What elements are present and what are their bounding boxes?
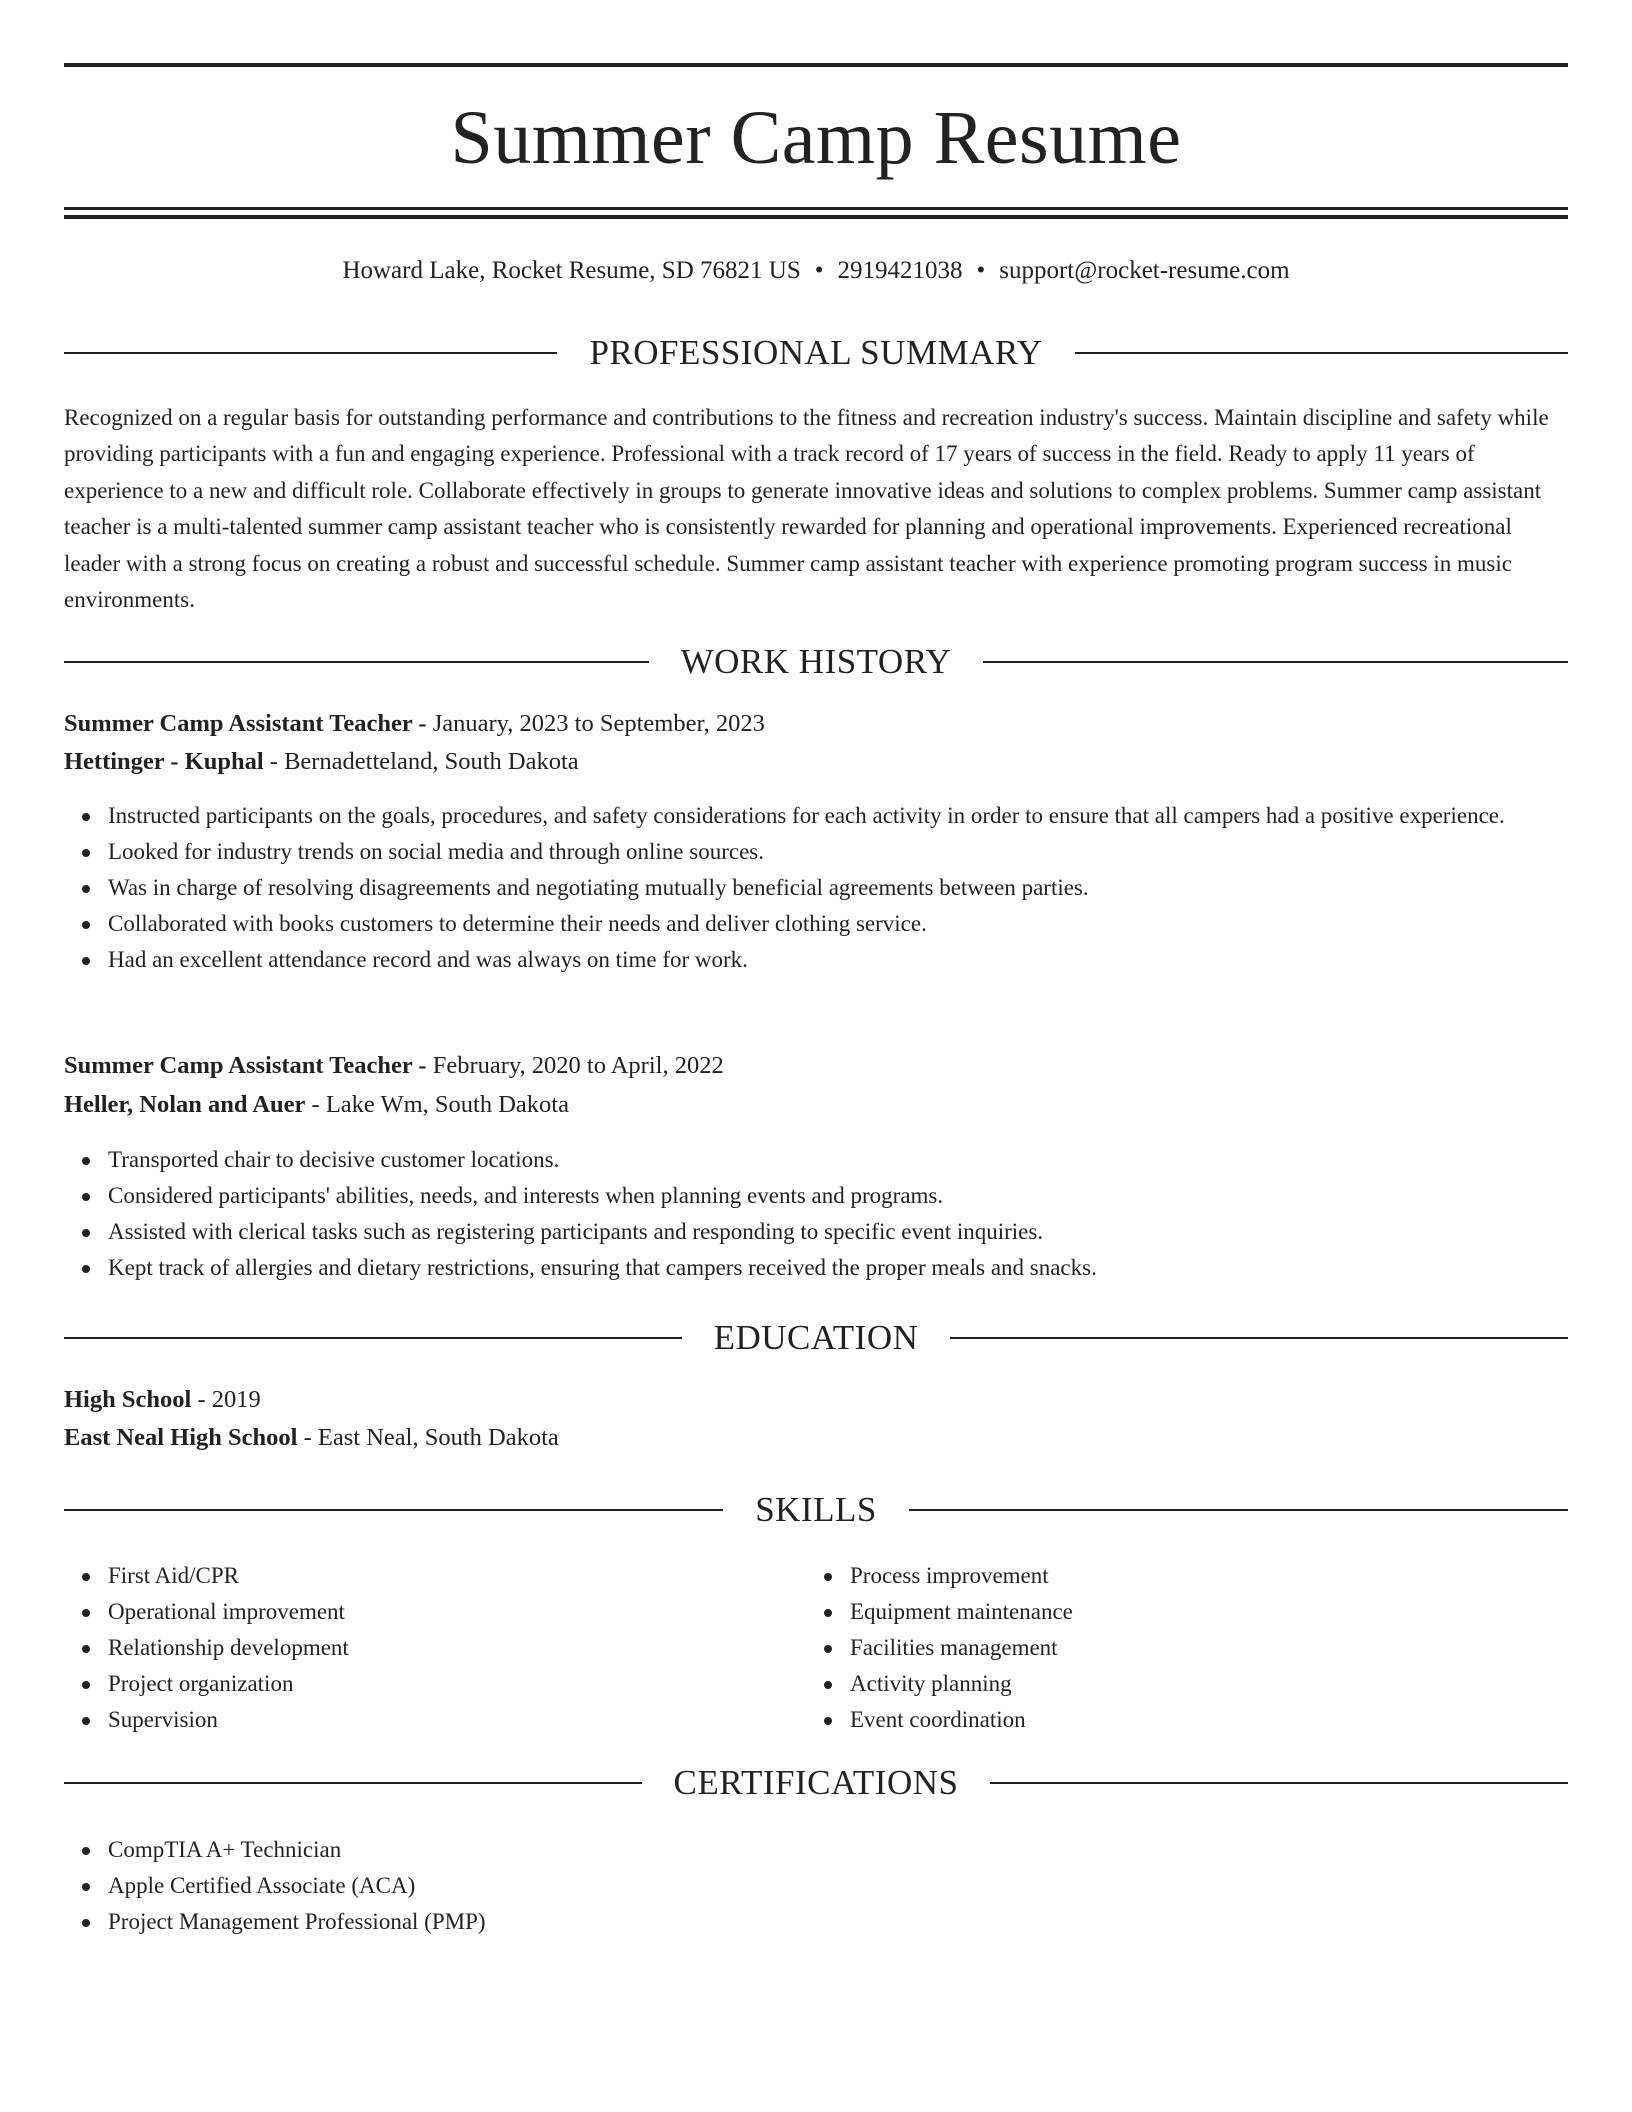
section-header-work — [64, 642, 1568, 682]
contact-address: Howard Lake, Rocket Resume, SD 76821 US — [342, 257, 801, 284]
list-item: Process improvement — [806, 1558, 1632, 1594]
list-item: Transported chair to decisive customer locations. — [64, 1142, 1568, 1178]
job-1-bullets — [64, 798, 1568, 978]
education-school: East Neal High School — [64, 1424, 298, 1451]
job-2-dates: February, 2020 to April, 2022 — [432, 1052, 724, 1079]
education-school-line — [64, 1420, 1568, 1456]
list-item: Project organization — [64, 1666, 1568, 1702]
job-1-company: Hettinger - Kuphal — [64, 748, 264, 775]
job-1-title-line — [64, 706, 1568, 742]
list-item: Collaborated with books customers to determine their needs and deliver clothing service. — [64, 906, 1568, 942]
section-rule — [983, 661, 1568, 663]
resume-title: Summer Camp Resume — [450, 96, 1182, 180]
job-1-company-line — [64, 744, 1568, 780]
list-item: Assisted with clerical tasks such as registering participants and responding to specific event inquiries. — [64, 1214, 1568, 1250]
list-item: Activity planning — [806, 1666, 1632, 1702]
education-degree-line — [64, 1382, 1568, 1418]
section-rule — [64, 1782, 642, 1784]
education-degree: High School — [64, 1386, 192, 1413]
contact-separator: • — [814, 257, 824, 284]
list-item: Event coordination — [806, 1702, 1632, 1738]
dash: - — [305, 1091, 326, 1118]
list-item: First Aid/CPR — [64, 1558, 1568, 1594]
list-item: Considered participants' abilities, needs, and interests when planning events and programs. — [64, 1178, 1568, 1214]
job-2-company: Heller, Nolan and Auer — [64, 1091, 306, 1118]
section-rule — [64, 661, 649, 663]
job-2-title-line — [64, 1048, 1568, 1084]
list-item: Operational improvement — [64, 1594, 1568, 1630]
contact-separator: • — [976, 257, 986, 284]
skills-list-right — [806, 1558, 1632, 1738]
section-title-education: EDUCATION — [713, 1318, 919, 1357]
dash: - — [191, 1386, 212, 1413]
title-double-rule-upper — [64, 207, 1568, 210]
top-rule — [64, 63, 1568, 67]
list-item: Relationship development — [64, 1630, 1568, 1666]
section-title-certifications: CERTIFICATIONS — [673, 1763, 959, 1802]
certifications-list — [64, 1832, 1568, 1940]
section-rule — [909, 1509, 1568, 1511]
section-title-skills: SKILLS — [755, 1490, 877, 1529]
section-title-work: WORK HISTORY — [680, 642, 952, 681]
contact-phone: 2919421038 — [837, 257, 963, 284]
education-year: 2019 — [211, 1386, 261, 1413]
section-rule — [990, 1782, 1568, 1784]
list-item: Had an excellent attendance record and was always on time for work. — [64, 942, 1568, 978]
section-header-certifications — [64, 1763, 1568, 1803]
section-rule — [1075, 352, 1568, 354]
list-item: Supervision — [64, 1702, 1568, 1738]
list-item: Looked for industry trends on social media and through online sources. — [64, 834, 1568, 870]
job-1-dates: January, 2023 to September, 2023 — [432, 710, 765, 737]
contact-line — [64, 254, 1568, 288]
dash: - — [297, 1424, 318, 1451]
job-1-location: Bernadetteland, South Dakota — [284, 748, 579, 775]
section-header-skills — [64, 1490, 1568, 1530]
section-header-education — [64, 1318, 1568, 1358]
job-2-bullets — [64, 1142, 1568, 1286]
title-double-rule-lower — [64, 215, 1568, 219]
job-2-company-line — [64, 1087, 1568, 1123]
list-item: Instructed participants on the goals, procedures, and safety considerations for each activity in order to ensure that all campers had a positive experience. — [64, 798, 1568, 834]
section-rule — [64, 1509, 723, 1511]
education-location: East Neal, South Dakota — [317, 1424, 559, 1451]
section-rule — [950, 1337, 1568, 1339]
job-2-location: Lake Wm, South Dakota — [325, 1091, 569, 1118]
dash: - — [263, 748, 285, 775]
summary-text: Recognized on a regular basis for outstanding performance and contributions to the fitness and recreation industry's success. Maintain discipline and safety while providing participants with a fun and engaging experience. Professional with a track record of 17 years of success in the field. Ready to apply 11 years of experience to a new and difficult role. Collaborate effectively in groups to generate innovative ideas and solutions to complex problems. Summer camp assistant teacher is a multi-talented summer camp assistant teacher who is consistently rewarded for planning and operational improvements. Experienced recreational leader with a strong focus on creating a robust and successful schedule. Summer camp assistant teacher with experience promoting program success in music environments. — [64, 405, 1549, 613]
list-item: Was in charge of resolving disagreements and negotiating mutually beneficial agreements between parties. — [64, 870, 1568, 906]
section-header-summary — [64, 333, 1568, 373]
list-item: Facilities management — [806, 1630, 1632, 1666]
dash: - — [412, 1052, 433, 1079]
section-rule — [64, 352, 557, 354]
job-2-title: Summer Camp Assistant Teacher — [64, 1052, 413, 1079]
list-item: CompTIA A+ Technician — [64, 1832, 1568, 1868]
section-title-summary: PROFESSIONAL SUMMARY — [589, 333, 1043, 372]
section-rule — [64, 1337, 682, 1339]
list-item: Apple Certified Associate (ACA) — [64, 1868, 1568, 1904]
list-item: Equipment maintenance — [806, 1594, 1632, 1630]
dash: - — [412, 710, 433, 737]
contact-email: support@rocket-resume.com — [999, 257, 1290, 284]
list-item: Project Management Professional (PMP) — [64, 1904, 1568, 1940]
job-1-title: Summer Camp Assistant Teacher — [64, 710, 413, 737]
list-item: Kept track of allergies and dietary restrictions, ensuring that campers received the proper meals and snacks. — [64, 1250, 1568, 1286]
